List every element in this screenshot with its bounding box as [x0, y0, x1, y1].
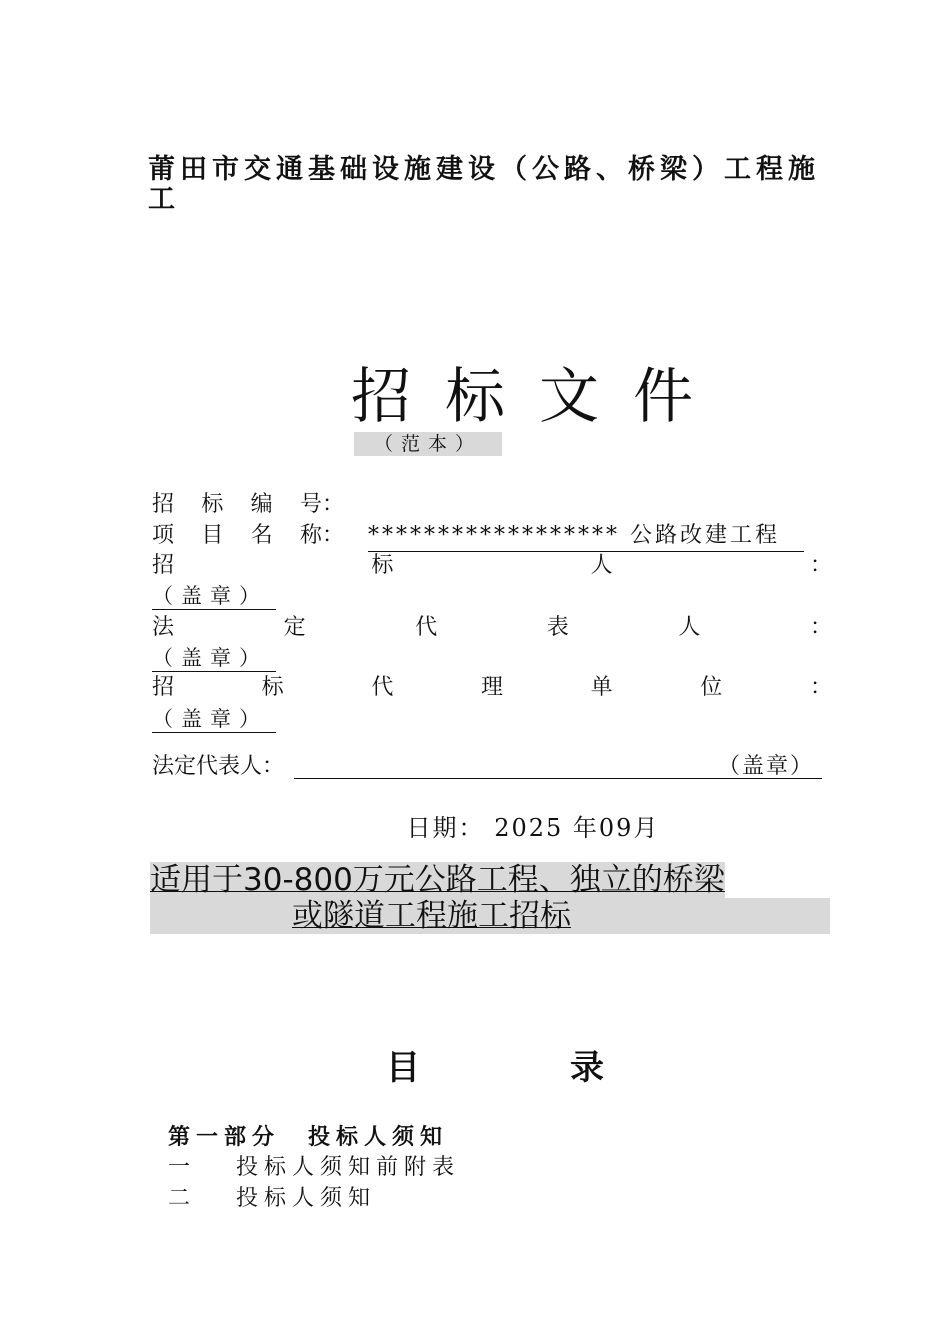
- toc-item[interactable]: 一 投标人须知前附表: [168, 1155, 461, 1180]
- scope-line-1: 适用于30-800万元公路工程、独立的桥梁: [150, 862, 725, 898]
- bid-number-label: 招 标 编 号：: [152, 492, 344, 517]
- project-name-value: ****************** 公路改建工程: [368, 521, 804, 552]
- agency-representative-label: 法定代表人：: [152, 754, 285, 779]
- toc-part-1[interactable]: 第一部分 投标人须知: [168, 1124, 449, 1150]
- heading-line-2: 工: [148, 184, 180, 215]
- document-heading: [148, 155, 853, 215]
- legal-representative-label: 法 定 代 表 人 ：: [152, 615, 832, 640]
- toc-title: 目 录: [386, 1048, 604, 1088]
- toc-item[interactable]: 二 投标人须知: [168, 1186, 377, 1211]
- document-title: 招标文件: [351, 362, 727, 432]
- template-badge: （范本）: [354, 432, 502, 456]
- heading-line-1: 莆田市交通基础设施建设（公路、桥梁）工程施: [148, 154, 820, 185]
- agency-label: 招 标 代 理 单 位 ：: [152, 675, 832, 700]
- agency-seal: （盖章）: [152, 706, 276, 733]
- project-name-label: 项 目 名 称：: [152, 523, 344, 548]
- tenderer-label: 招 标 人 ：: [152, 553, 832, 578]
- scope-line-2: 或隧道工程施工招标: [292, 898, 571, 934]
- agency-representative-seal: （盖章）: [717, 754, 814, 779]
- tenderer-seal: （盖章）: [152, 583, 276, 610]
- agency-representative-line: [152, 752, 822, 782]
- document-date: 日期： 2025 年09月: [406, 814, 660, 842]
- scope-note: [150, 862, 830, 934]
- legal-representative-seal: （盖章）: [152, 645, 276, 672]
